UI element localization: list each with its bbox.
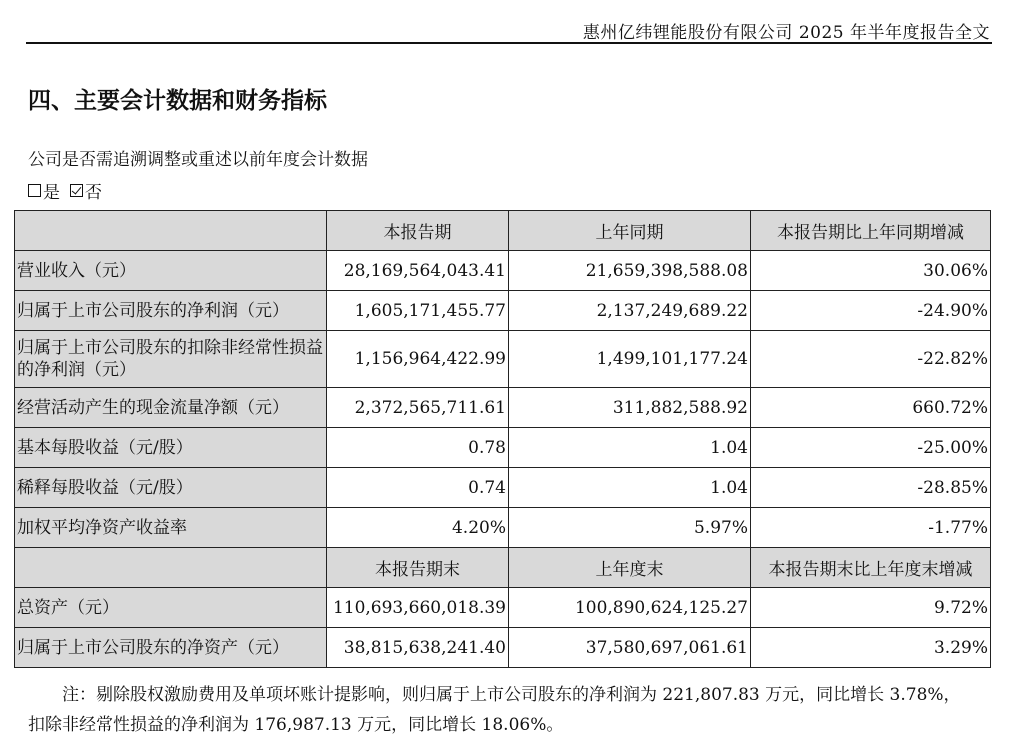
prior-value: 21,659,398,588.08 <box>509 251 751 291</box>
row-label: 归属于上市公司股东的净资产（元） <box>15 628 327 668</box>
current-value: 4.20% <box>327 508 509 548</box>
financial-data-table <box>14 210 991 668</box>
change-value: 9.72% <box>751 588 991 628</box>
option-no[interactable] <box>70 178 102 203</box>
checked-box-icon[interactable] <box>70 184 83 197</box>
table-row <box>15 508 991 548</box>
unchecked-box-icon[interactable] <box>28 184 41 197</box>
table-row <box>15 331 991 388</box>
prior-value: 1.04 <box>509 428 751 468</box>
footnote <box>28 680 990 740</box>
table-header-row <box>15 211 991 251</box>
current-value: 28,169,564,043.41 <box>327 251 509 291</box>
table-row <box>15 388 991 428</box>
row-label: 加权平均净资产收益率 <box>15 508 327 548</box>
table-row <box>15 291 991 331</box>
current-value: 0.74 <box>327 468 509 508</box>
current-value: 2,372,565,711.61 <box>327 388 509 428</box>
option-yes-label: 是 <box>43 183 60 203</box>
prior-value: 1,499,101,177.24 <box>509 331 751 388</box>
column-header: 本报告期末 <box>327 548 509 588</box>
table-row <box>15 588 991 628</box>
column-header: 上年同期 <box>509 211 751 251</box>
change-value: 30.06% <box>751 251 991 291</box>
option-no-label: 否 <box>85 183 102 203</box>
change-value: 3.29% <box>751 628 991 668</box>
table-row <box>15 628 991 668</box>
restatement-question: 公司是否需追溯调整或重述以前年度会计数据 <box>28 150 368 170</box>
current-value: 0.78 <box>327 428 509 468</box>
header-blank-cell <box>15 211 327 251</box>
column-header: 上年度末 <box>509 548 751 588</box>
current-value: 1,605,171,455.77 <box>327 291 509 331</box>
row-label: 基本每股收益（元/股） <box>15 428 327 468</box>
current-value: 1,156,964,422.99 <box>327 331 509 388</box>
row-label: 归属于上市公司股东的扣除非经常性损益的净利润（元） <box>15 331 327 388</box>
header-blank-cell <box>15 548 327 588</box>
prior-value: 1.04 <box>509 468 751 508</box>
change-value: -22.82% <box>751 331 991 388</box>
prior-value: 2,137,249,689.22 <box>509 291 751 331</box>
option-yes[interactable] <box>28 178 60 203</box>
row-label: 营业收入（元） <box>15 251 327 291</box>
section-title: 四、主要会计数据和财务指标 <box>28 88 327 114</box>
table-header-row <box>15 548 991 588</box>
change-value: -25.00% <box>751 428 991 468</box>
table-row <box>15 251 991 291</box>
prior-value: 37,580,697,061.61 <box>509 628 751 668</box>
restatement-options <box>28 178 102 203</box>
table-row <box>15 468 991 508</box>
prior-value: 5.97% <box>509 508 751 548</box>
column-header: 本报告期末比上年度末增减 <box>751 548 991 588</box>
row-label: 总资产（元） <box>15 588 327 628</box>
column-header: 本报告期比上年同期增减 <box>751 211 991 251</box>
change-value: -28.85% <box>751 468 991 508</box>
report-header: 惠州亿纬锂能股份有限公司 2025 年半年度报告全文 <box>582 23 990 43</box>
row-label: 稀释每股收益（元/股） <box>15 468 327 508</box>
current-value: 110,693,660,018.39 <box>327 588 509 628</box>
footnote-line-1: 注：剔除股权激励费用及单项坏账计提影响，则归属于上市公司股东的净利润为 221,807.83 万元，同比增长 3.78%， <box>62 685 961 705</box>
prior-value: 311,882,588.92 <box>509 388 751 428</box>
change-value: -24.90% <box>751 291 991 331</box>
column-header: 本报告期 <box>327 211 509 251</box>
row-label: 归属于上市公司股东的净利润（元） <box>15 291 327 331</box>
header-rule <box>26 42 992 44</box>
change-value: 660.72% <box>751 388 991 428</box>
footnote-line-2: 扣除非经常性损益的净利润为 176,987.13 万元，同比增长 18.06%。 <box>28 715 564 735</box>
change-value: -1.77% <box>751 508 991 548</box>
row-label: 经营活动产生的现金流量净额（元） <box>15 388 327 428</box>
current-value: 38,815,638,241.40 <box>327 628 509 668</box>
table-row <box>15 428 991 468</box>
prior-value: 100,890,624,125.27 <box>509 588 751 628</box>
